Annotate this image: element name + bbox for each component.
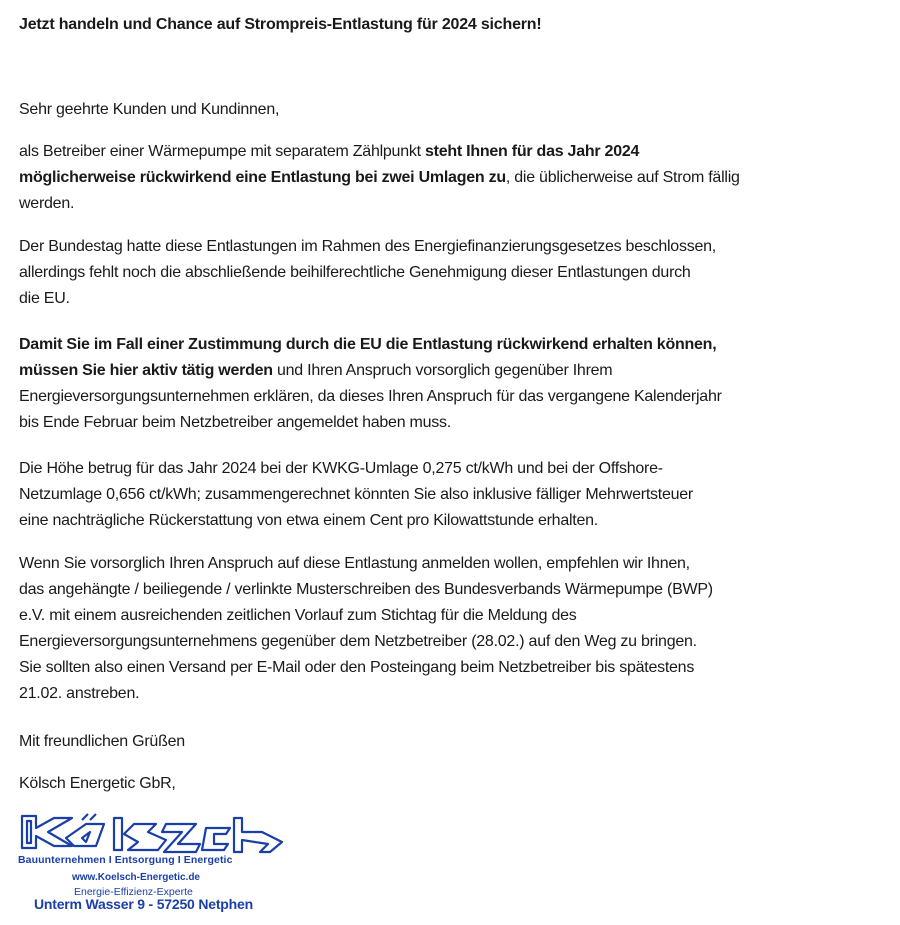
p2-line: die EU.	[19, 290, 70, 307]
salutation: Sehr geehrte Kunden und Kundinnen,	[19, 101, 280, 118]
p4-line: Die Höhe betrug für das Jahr 2024 bei der KWKG-Umlage 0,275 ct/kWh und bei der Offshore-	[19, 460, 663, 477]
p5-line: 21.02. anstreben.	[19, 685, 140, 702]
p5-line: Wenn Sie vorsorglich Ihren Anspruch auf diese Entlastung anmelden wollen, empfehlen wir Ihnen,	[19, 555, 690, 572]
paragraph-4	[19, 456, 693, 534]
paragraph-2	[19, 234, 716, 312]
p3-line: Energieversorgungsunternehmen erklären, da dieses Ihren Anspruch für das vergangene Kalenderjahr	[19, 388, 722, 405]
p4-line: eine nachträgliche Rückerstattung von etwa einem Cent pro Kilowattstunde erhalten.	[19, 512, 598, 529]
p2-line: allerdings fehlt noch die abschließende beihilferechtliche Genehmigung dieser Entlastungen durch	[19, 264, 691, 281]
p3-bold-1: Damit Sie im Fall einer Zustimmung durch die EU die Entlastung rückwirkend erhalten können,	[19, 336, 717, 353]
paragraph-5	[19, 551, 713, 707]
paragraph-1	[19, 139, 740, 217]
p1-bold-1: steht Ihnen für das Jahr 2024	[424, 143, 640, 160]
company-name: Kölsch Energetic GbR,	[19, 775, 176, 792]
p3-text: und Ihren Anspruch vorsorglich gegenüber Ihrem	[272, 362, 613, 379]
paragraph-3	[19, 332, 722, 436]
p5-line: e.V. mit einem ausreichenden zeitlichen Vorlauf zum Stichtag für die Meldung des	[19, 607, 577, 624]
p3-bold-2: müssen Sie hier aktiv tätig werden	[19, 362, 273, 379]
stamp-tagline: Bauunternehmen I Entsorgung I Energetic	[18, 854, 233, 866]
stamp-website: www.Koelsch-Energetic.de	[72, 872, 200, 883]
p5-line: das angehängte / beiliegende / verlinkte Musterschreiben des Bundesverbands Wärmepumpe (BWP)	[19, 581, 713, 598]
p5-line: Energieversorgungsunternehmens gegenüber dem Netzbetreiber (28.02.) auf den Weg zu bringen.	[19, 633, 697, 650]
p3-line: bis Ende Februar beim Netzbetreiber angemeldet haben muss.	[19, 414, 451, 431]
p1-text: als Betreiber einer Wärmepumpe mit separatem Zählpunkt	[19, 143, 425, 160]
letter-title: Jetzt handeln und Chance auf Strompreis-Entlastung für 2024 sichern!	[19, 16, 542, 33]
koelsch-logo	[16, 812, 286, 856]
p4-line: Netzumlage 0,656 ct/kWh; zusammengerechnet könnten Sie also inklusive fälliger Mehrwertsteuer	[19, 486, 693, 503]
closing: Mit freundlichen Grüßen	[19, 733, 185, 750]
stamp-address: Unterm Wasser 9 - 57250 Netphen	[34, 896, 253, 912]
p1-text-3: werden.	[19, 195, 75, 212]
p1-text-2: , die üblicherweise auf Strom fällig	[505, 169, 740, 186]
p2-line: Der Bundestag hatte diese Entlastungen im Rahmen des Energiefinanzierungsgesetzes beschlossen,	[19, 238, 716, 255]
company-stamp	[16, 812, 286, 922]
p1-bold-2: möglicherweise rückwirkend eine Entlastung bei zwei Umlagen zu	[19, 169, 506, 186]
p5-line: Sie sollten also einen Versand per E-Mail oder den Posteingang beim Netzbetreiber bis spätestens	[19, 659, 695, 676]
stamp-subtitle: Energie-Effizienz-Experte	[74, 886, 193, 898]
